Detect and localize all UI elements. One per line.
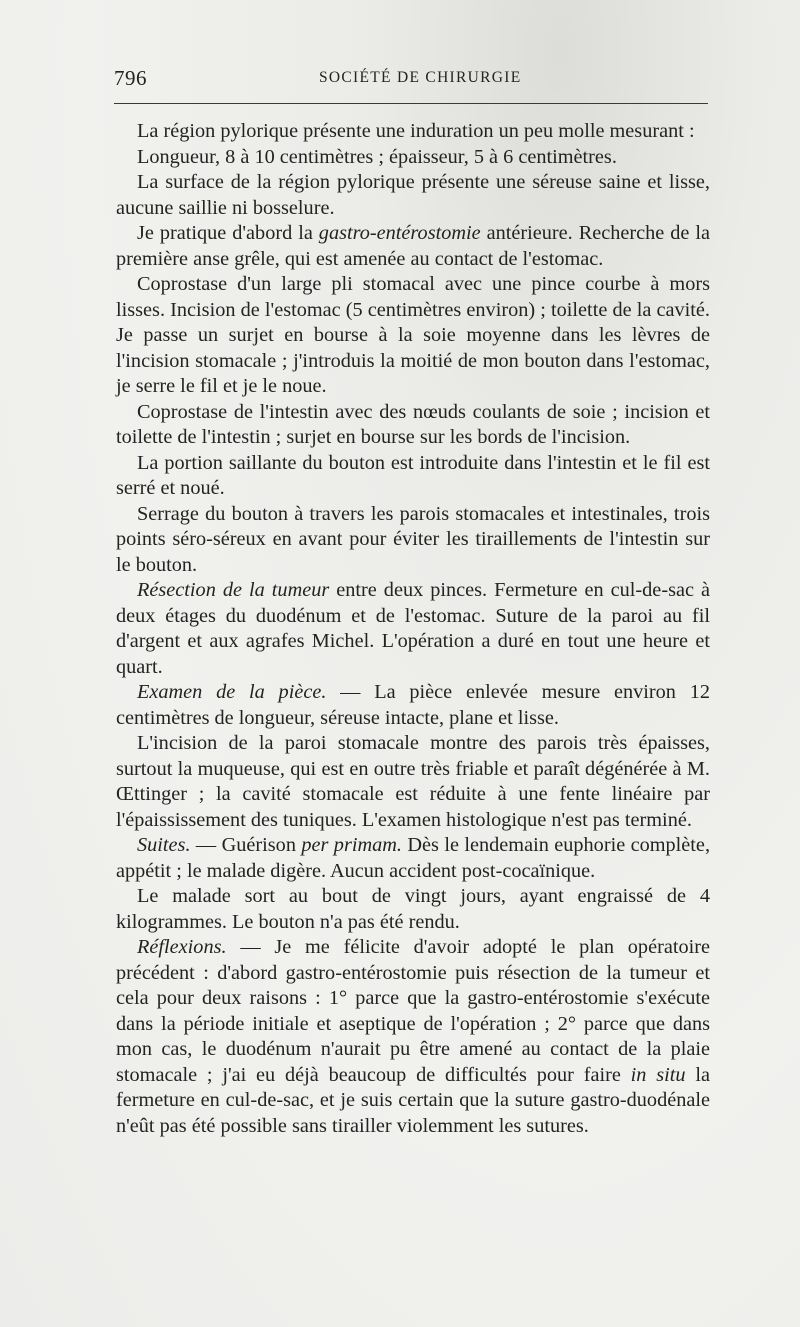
paragraph: [116, 884, 710, 935]
italic-text: Examen de la pièce.: [137, 681, 327, 703]
paragraph: [116, 833, 710, 884]
text-segment: — La pièce enlevée mesure environ 12 centimètres de longueur, séreuse intacte, plane et lisse.: [116, 681, 710, 729]
text-segment: Coprostase d'un large pli stomacal avec une pince courbe à mors lisses. Incision de l'estomac (5 centimètres environ) ; toilette de la cavité. Je passe un surjet en bourse à la soie moyenne dans les lèvres de l'incision stomacale ; j'introduis la moitié de mon bouton dans l'estomac, je serre le fil et je le noue.: [116, 273, 710, 397]
paragraph: [116, 170, 710, 221]
italic-text: Résection de la tumeur: [137, 579, 330, 601]
text-segment: La région pylorique présente une induration un peu molle mesurant :: [137, 120, 695, 142]
paragraph: [116, 680, 710, 731]
italic-text: per primam.: [301, 834, 402, 856]
paragraph: [116, 400, 710, 451]
italic-text: Réflexions.: [137, 936, 227, 958]
paragraph: [116, 935, 710, 1139]
body-text: [116, 119, 710, 1139]
text-segment: — Je me félicite d'avoir adopté le plan opératoire précédent : d'abord gastro-entérostomie puis résection de la tumeur et cela pour deux raisons : 1° parce que la gastro-entérostomie s'exécute dans la période initiale et aseptique de l'opération ; 2° parce que dans mon cas, le duodénum n'aurait pu être amené au contact de la plaie stomacale ; j'ai eu déjà beaucoup de difficultés pour faire: [116, 936, 710, 1086]
text-segment: Longueur, 8 à 10 centimètres ; épaisseur, 5 à 6 centimètres.: [137, 145, 617, 168]
paragraph: [116, 221, 710, 272]
text-segment: La surface de la région pylorique présente une séreuse saine et lisse, aucune saillie ni bosselure.: [116, 171, 710, 219]
header-rule: [114, 103, 708, 104]
text-segment: Coprostase de l'intestin avec des nœuds coulants de soie ; incision et toilette de l'intestin ; surjet en bourse sur les bords de l'incision.: [116, 400, 710, 448]
text-segment: La portion saillante du bouton est introduite dans l'intestin et le fil est serré et noué.: [116, 451, 710, 499]
paragraph: [116, 731, 710, 833]
page-header: [114, 64, 708, 94]
paragraph: [116, 272, 710, 400]
italic-text: gastro-entérostomie: [318, 222, 481, 244]
paragraph: [116, 145, 710, 171]
italic-text: Suites.: [137, 834, 191, 856]
text-segment: Le malade sort au bout de vingt jours, ayant engraissé de 4 kilogrammes. Le bouton n'a pas été rendu.: [116, 885, 710, 933]
text-segment: L'incision de la paroi stomacale montre des parois très épaisses, surtout la muqueuse, qui est en outre très friable et paraît dégénérée à M. Œttinger ; la cavité stomacale est réduite à une fente linéaire par l'épaississement des tuniques. L'examen histologique n'est pas terminé.: [116, 732, 710, 831]
text-segment: antérieure. Recherche de la première anse grêle, qui est amenée au contact de l'estomac.: [116, 222, 710, 270]
text-segment: Dès le lendemain euphorie complète, appétit ; le malade digère. Aucun accident post-cocaïnique.: [116, 834, 711, 882]
text-segment: Je pratique d'abord la: [137, 222, 319, 244]
running-head: SOCIÉTÉ DE CHIRURGIE: [319, 69, 522, 86]
text-segment: la fermeture en cul-de-sac, et je suis certain que la suture gastro-duodénale n'eût pas été possible sans tirailler violemment les sutures.: [116, 1063, 710, 1137]
paragraph: [116, 578, 710, 680]
paragraph: [116, 119, 710, 145]
text-segment: Serrage du bouton à travers les parois stomacales et intestinales, trois points séro-séreux en avant pour éviter les tiraillements de l'intestin sur le bouton.: [116, 502, 710, 576]
paragraph: [116, 502, 710, 579]
italic-text: in situ: [630, 1063, 686, 1086]
page-number: 796: [114, 66, 147, 90]
text-segment: — Guérison: [190, 834, 302, 856]
text-segment: entre deux pinces. Fermeture en cul-de-sac à deux étages du duodénum et de l'estomac. Suture de la paroi au fil d'argent et aux agrafes Michel. L'opération a duré en tout une heure et quart.: [116, 579, 710, 678]
paragraph: [116, 451, 710, 502]
